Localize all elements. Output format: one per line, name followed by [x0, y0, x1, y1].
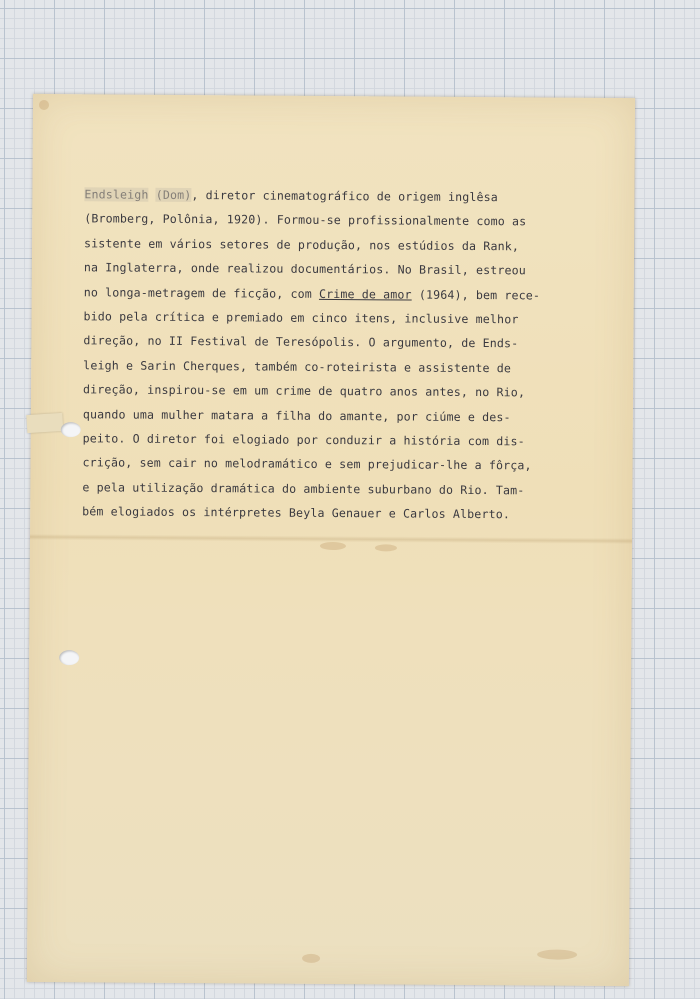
text-line: (Bromberg, Polônia, 1920). Formou-se profissionalmente como as	[84, 211, 527, 229]
text-line: direção, inspirou-se em um crime de quatro anos antes, no Rio,	[82, 382, 526, 400]
text-line: bém elogiados os intérpretes Beyla Genauer e Carlos Alberto.	[82, 504, 511, 522]
entry-bracket: (Dom)	[155, 187, 192, 203]
film-title: Crime de amor	[318, 286, 412, 302]
typed-entry-text	[82, 182, 554, 527]
entry-name: Endsleigh	[84, 187, 149, 202]
paper-stain	[375, 544, 397, 551]
paper-stain	[537, 949, 577, 959]
punch-hole	[59, 650, 79, 665]
text-fragment: no longa-metragem de ficção, com	[83, 284, 320, 301]
text-line: leigh e Sarin Cherques, também co-roteirista e assistente de	[83, 358, 512, 376]
text-line: peito. O diretor foi elogiado por conduzir a história com dis-	[82, 431, 525, 449]
text-line: e pela utilização dramática do ambiente suburbano do Rio. Tam-	[82, 480, 525, 498]
paper-stain	[302, 954, 320, 963]
text-line: sistente em vários setores de produção, nos estúdios da Rank,	[84, 236, 520, 254]
text-line: bido pela crítica e premiado em cinco itens, inclusive melhor	[83, 309, 519, 327]
paper-sheet	[27, 94, 635, 986]
paper-stain	[320, 542, 346, 550]
entry-head-rest: , diretor cinematográfico de origem inglêsa	[191, 188, 499, 205]
text-line: direção, no II Festival de Teresópolis. O argumento, de Ends-	[83, 333, 519, 351]
text-fragment: (1964), bem rece-	[411, 287, 541, 303]
text-line: crição, sem cair no melodramático e sem prejudicar-lhe a fôrça,	[82, 455, 532, 473]
text-line: quando uma mulher matara a filha do amante, por ciúme e des-	[82, 406, 511, 424]
text-line	[84, 182, 554, 210]
punch-hole	[61, 422, 81, 437]
paper-stain	[39, 100, 49, 110]
torn-paper-tab	[26, 413, 63, 433]
text-line	[84, 280, 554, 308]
text-line: na Inglaterra, onde realizou documentários. No Brasil, estreou	[83, 260, 526, 278]
